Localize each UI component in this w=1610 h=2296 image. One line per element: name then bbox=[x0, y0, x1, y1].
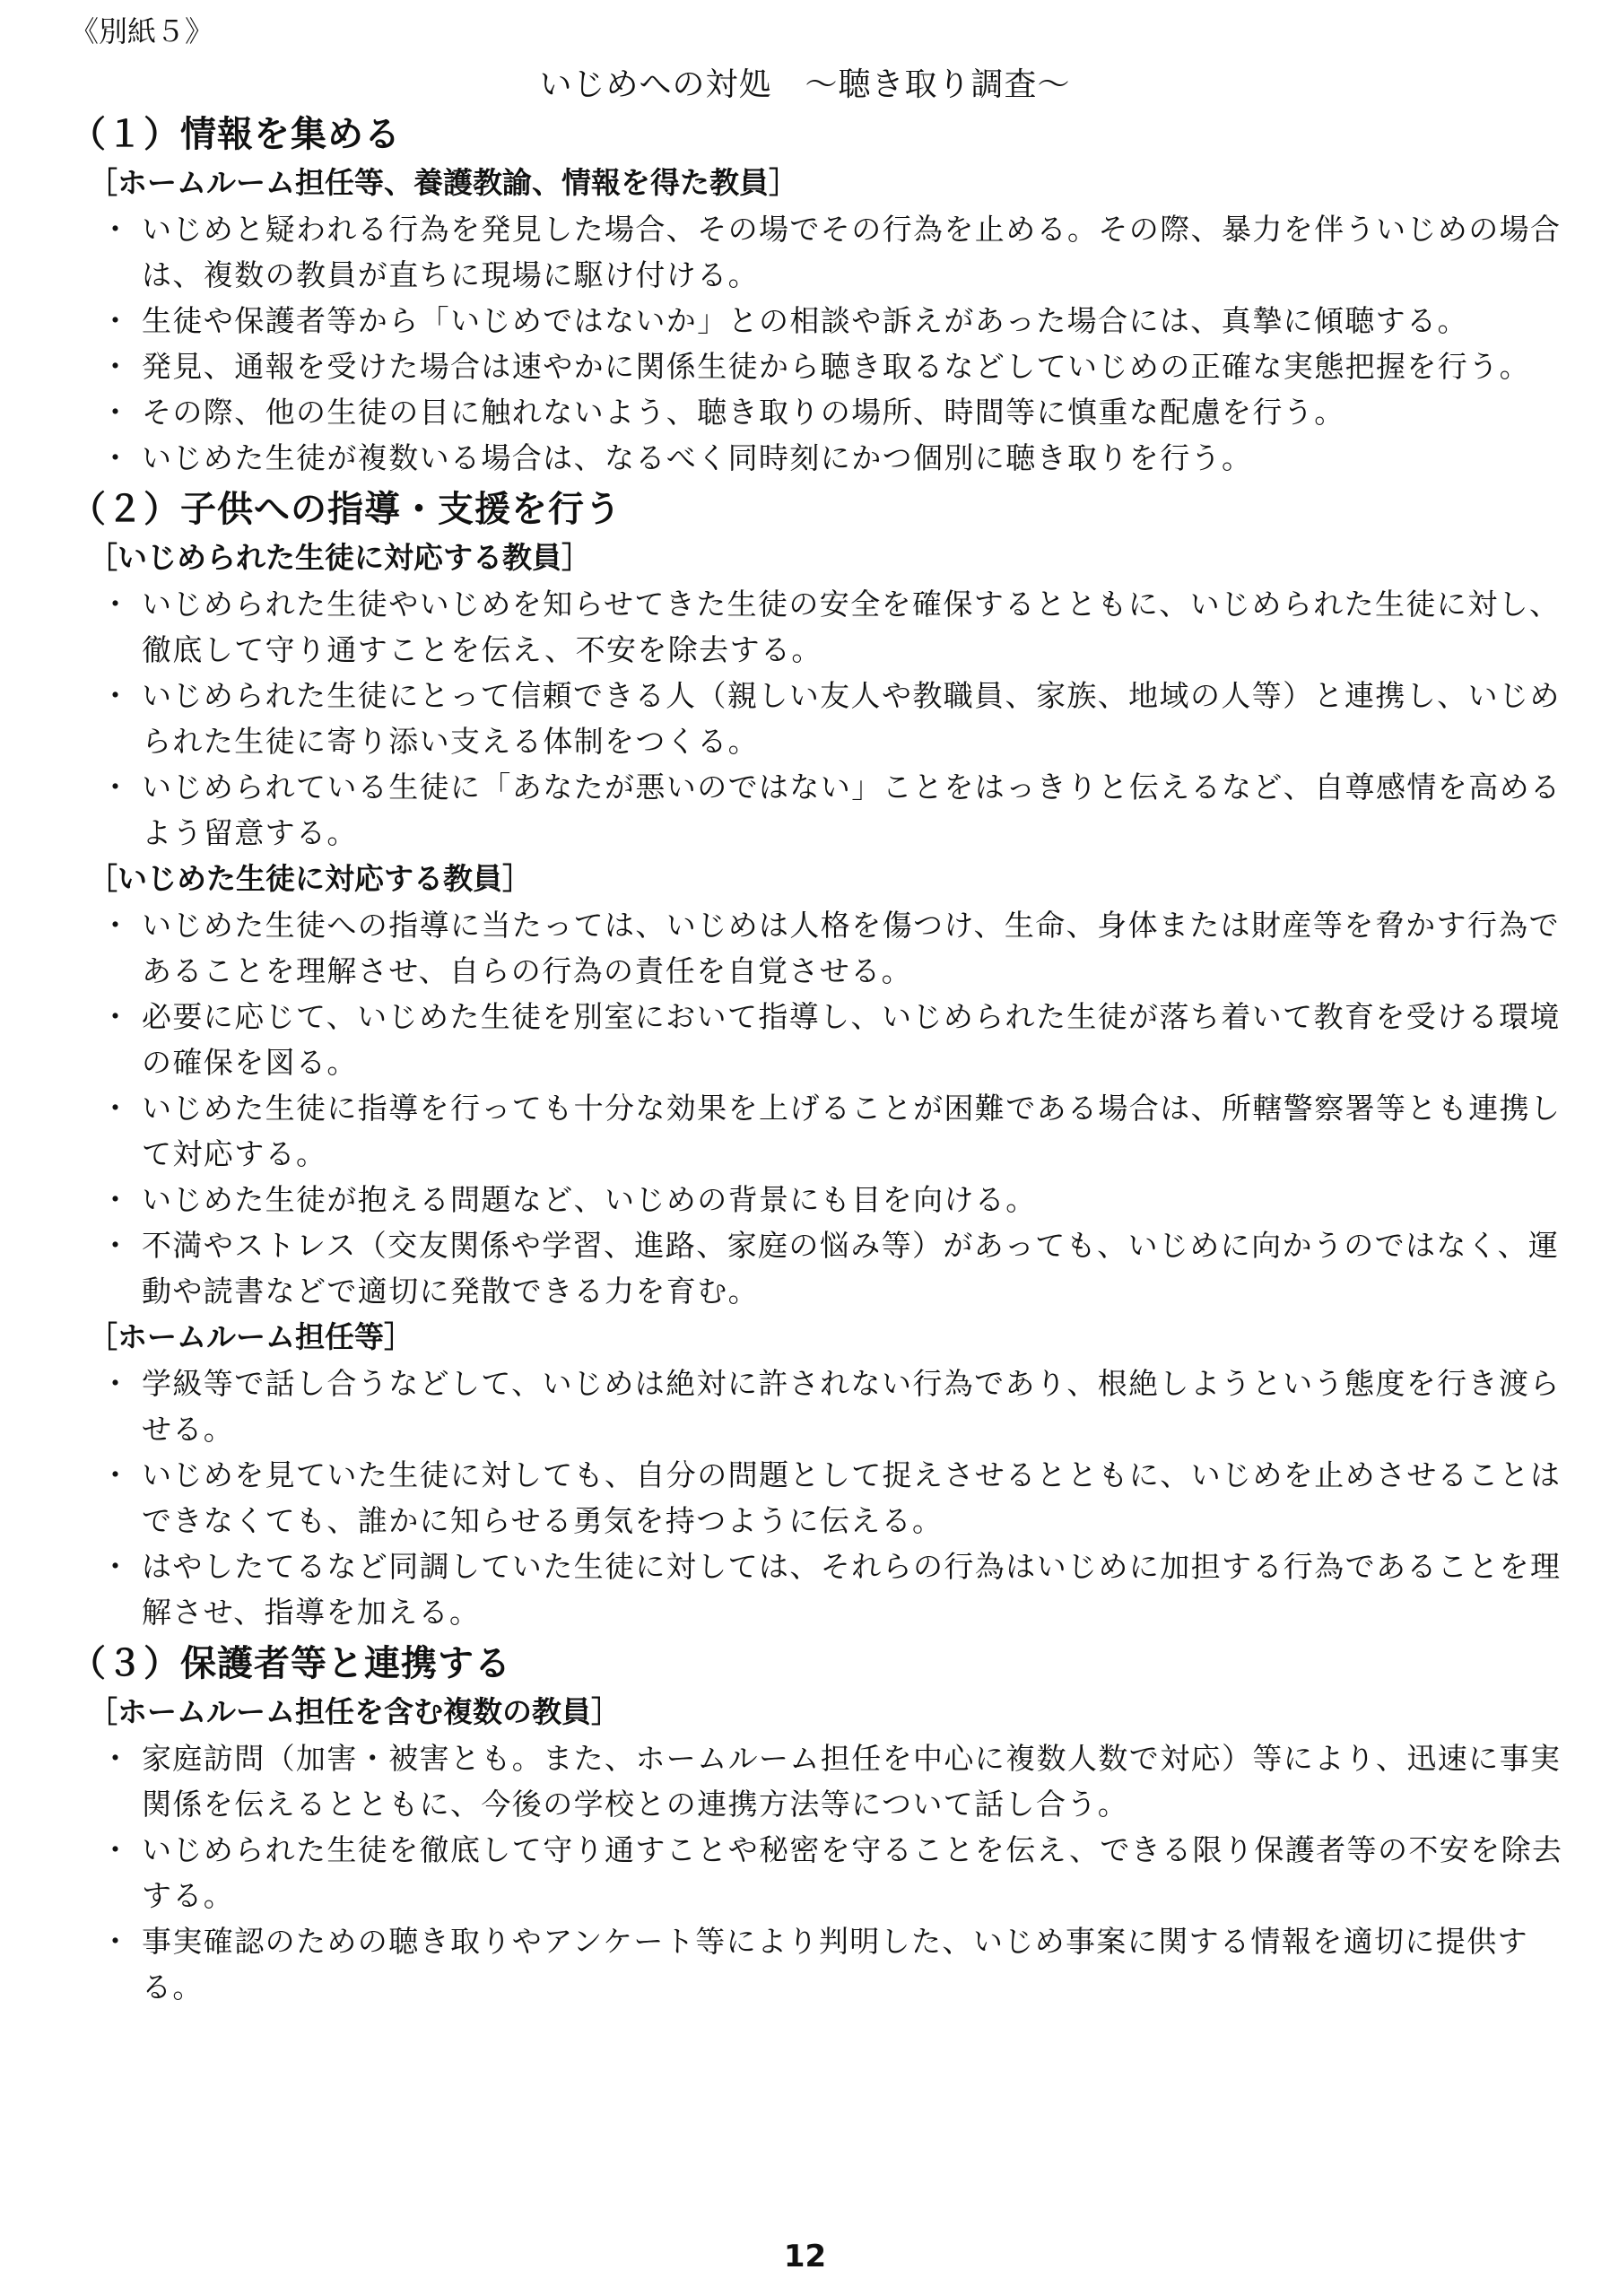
item-text: いじめられた生徒を徹底して守り通すことや秘密を守ることを伝え、できる限り保護者等の不安を除去する。 bbox=[142, 1832, 1563, 1913]
bullet: ・ bbox=[100, 770, 132, 804]
bullet: ・ bbox=[100, 908, 132, 943]
list-item bbox=[91, 902, 1577, 994]
bullet: ・ bbox=[100, 303, 132, 338]
list-item bbox=[91, 344, 1577, 389]
group-heading: ［いじめた生徒に対応する教員］ bbox=[88, 861, 532, 896]
section-gather-information bbox=[70, 109, 1577, 481]
item-text: 生徒や保護者等から「いじめではないか」との相談や訴えがあった場合には、真摯に傾聴する。 bbox=[142, 303, 1468, 338]
bullet: ・ bbox=[100, 395, 132, 430]
bullet: ・ bbox=[100, 1924, 132, 1959]
item-text: いじめた生徒が抱える問題など、いじめの背景にも目を向ける。 bbox=[142, 1182, 1037, 1217]
item-text: その際、他の生徒の目に触れないよう、聴き取りの場所、時間等に慎重な配慮を行う。 bbox=[142, 395, 1345, 430]
group-heading: ［いじめられた生徒に対応する教員］ bbox=[88, 540, 591, 575]
bullet: ・ bbox=[100, 999, 132, 1034]
list-item bbox=[91, 298, 1577, 344]
section-heading: （２）子供への指導・支援を行う bbox=[70, 489, 622, 530]
group-heading: ［ホームルーム担任等、養護教諭、情報を得た教員］ bbox=[88, 165, 798, 200]
list-item bbox=[91, 1085, 1577, 1177]
item-text: 不満やストレス（交友関係や学習、進路、家庭の悩み等）があっても、いじめに向かうのではなく、運動や読書などで適切に発散できる力を育む。 bbox=[142, 1228, 1560, 1309]
item-text: 事実確認のための聴き取りやアンケート等により判明した、いじめ事案に関する情報を適切に提供する。 bbox=[142, 1924, 1529, 2005]
item-text: いじめた生徒に指導を行っても十分な効果を上げることが困難である場合は、所轄警察署等とも連携して対応する。 bbox=[142, 1091, 1562, 1171]
list-item bbox=[91, 581, 1577, 673]
list-item bbox=[91, 673, 1577, 764]
section-heading: （１）情報を集める bbox=[70, 114, 401, 155]
annex-label: 《別紙５》 bbox=[70, 14, 214, 48]
page-number: 12 bbox=[783, 2239, 827, 2274]
bullet: ・ bbox=[100, 212, 132, 247]
bullet: ・ bbox=[100, 587, 132, 622]
item-text: いじめられた生徒にとって信頼できる人（親しい友人や教職員、家族、地域の人等）と連携し、いじめられた生徒に寄り添い支える体制をつくる。 bbox=[142, 678, 1561, 759]
list-item bbox=[91, 1544, 1577, 1635]
document-body bbox=[70, 106, 1577, 2010]
bullet: ・ bbox=[100, 1091, 132, 1126]
bullet: ・ bbox=[100, 1549, 132, 1584]
list-item bbox=[91, 389, 1577, 435]
item-text: 学級等で話し合うなどして、いじめは絶対に許されない行為であり、根絶しようという態度を行き渡らせる。 bbox=[142, 1366, 1561, 1447]
list-item bbox=[91, 206, 1577, 298]
list-item bbox=[91, 764, 1577, 856]
list-item bbox=[91, 1827, 1577, 1918]
list-item bbox=[91, 435, 1577, 481]
list-item bbox=[91, 1361, 1577, 1452]
list-item bbox=[91, 994, 1577, 1085]
item-text: 家庭訪問（加害・被害とも。また、ホームルーム担任を中心に複数人数で対応）等により、迅速に事実関係を伝えるとともに、今後の学校との連携方法等について話し合う。 bbox=[142, 1741, 1562, 1822]
list-item bbox=[91, 1452, 1577, 1544]
item-text: はやしたてるなど同調していた生徒に対しては、それらの行為はいじめに加担する行為であることを理解させ、指導を加える。 bbox=[142, 1549, 1562, 1630]
list-item bbox=[91, 1918, 1577, 2010]
bullet: ・ bbox=[100, 1457, 132, 1492]
item-text: 発見、通報を受けた場合は速やかに関係生徒から聴き取るなどしていじめの正確な実態把握を行う。 bbox=[142, 349, 1530, 384]
group-heading: ［ホームルーム担任等］ bbox=[88, 1319, 413, 1354]
bullet: ・ bbox=[100, 1366, 132, 1401]
group-heading: ［ホームルーム担任を含む複数の教員］ bbox=[88, 1694, 621, 1729]
list-item bbox=[91, 1177, 1577, 1222]
item-text: いじめと疑われる行為を発見した場合、その場でその行為を止める。その際、暴力を伴ういじめの場合は、複数の教員が直ちに現場に駆け付ける。 bbox=[142, 212, 1562, 292]
item-text: いじめを見ていた生徒に対しても、自分の問題として捉えさせるとともに、いじめを止めさせることはできなくても、誰かに知らせる勇気を持つように伝える。 bbox=[142, 1457, 1562, 1538]
section-cooperate-guardians bbox=[70, 1639, 1577, 2010]
item-text: いじめた生徒が複数いる場合は、なるべく同時刻にかつ個別に聴き取りを行う。 bbox=[142, 440, 1253, 475]
bullet: ・ bbox=[100, 1182, 132, 1217]
item-text: いじめた生徒への指導に当たっては、いじめは人格を傷つけ、生命、身体または財産等を脅かす行為であることを理解させ、自らの行為の責任を自覚させる。 bbox=[142, 908, 1561, 988]
document-title: いじめへの対処 ～聴き取り調査～ bbox=[539, 66, 1071, 103]
bullet: ・ bbox=[100, 1741, 132, 1776]
item-text: いじめられている生徒に「あなたが悪いのではない」ことをはっきりと伝えるなど、自尊感情を高めるよう留意する。 bbox=[142, 770, 1562, 850]
item-text: 必要に応じて、いじめた生徒を別室において指導し、いじめられた生徒が落ち着いて教育を受ける環境の確保を図る。 bbox=[142, 999, 1561, 1080]
list-item bbox=[91, 1222, 1577, 1314]
list-item bbox=[91, 1735, 1577, 1827]
bullet: ・ bbox=[100, 440, 132, 475]
section-guidance-support bbox=[70, 484, 1577, 1635]
item-text: いじめられた生徒やいじめを知らせてきた生徒の安全を確保するとともに、いじめられた生徒に対し、徹底して守り通すことを伝え、不安を除去する。 bbox=[142, 587, 1561, 667]
bullet: ・ bbox=[100, 678, 132, 713]
bullet: ・ bbox=[100, 349, 132, 384]
section-heading: （３）保護者等と連携する bbox=[70, 1643, 511, 1684]
bullet: ・ bbox=[100, 1228, 132, 1263]
bullet: ・ bbox=[100, 1832, 132, 1867]
